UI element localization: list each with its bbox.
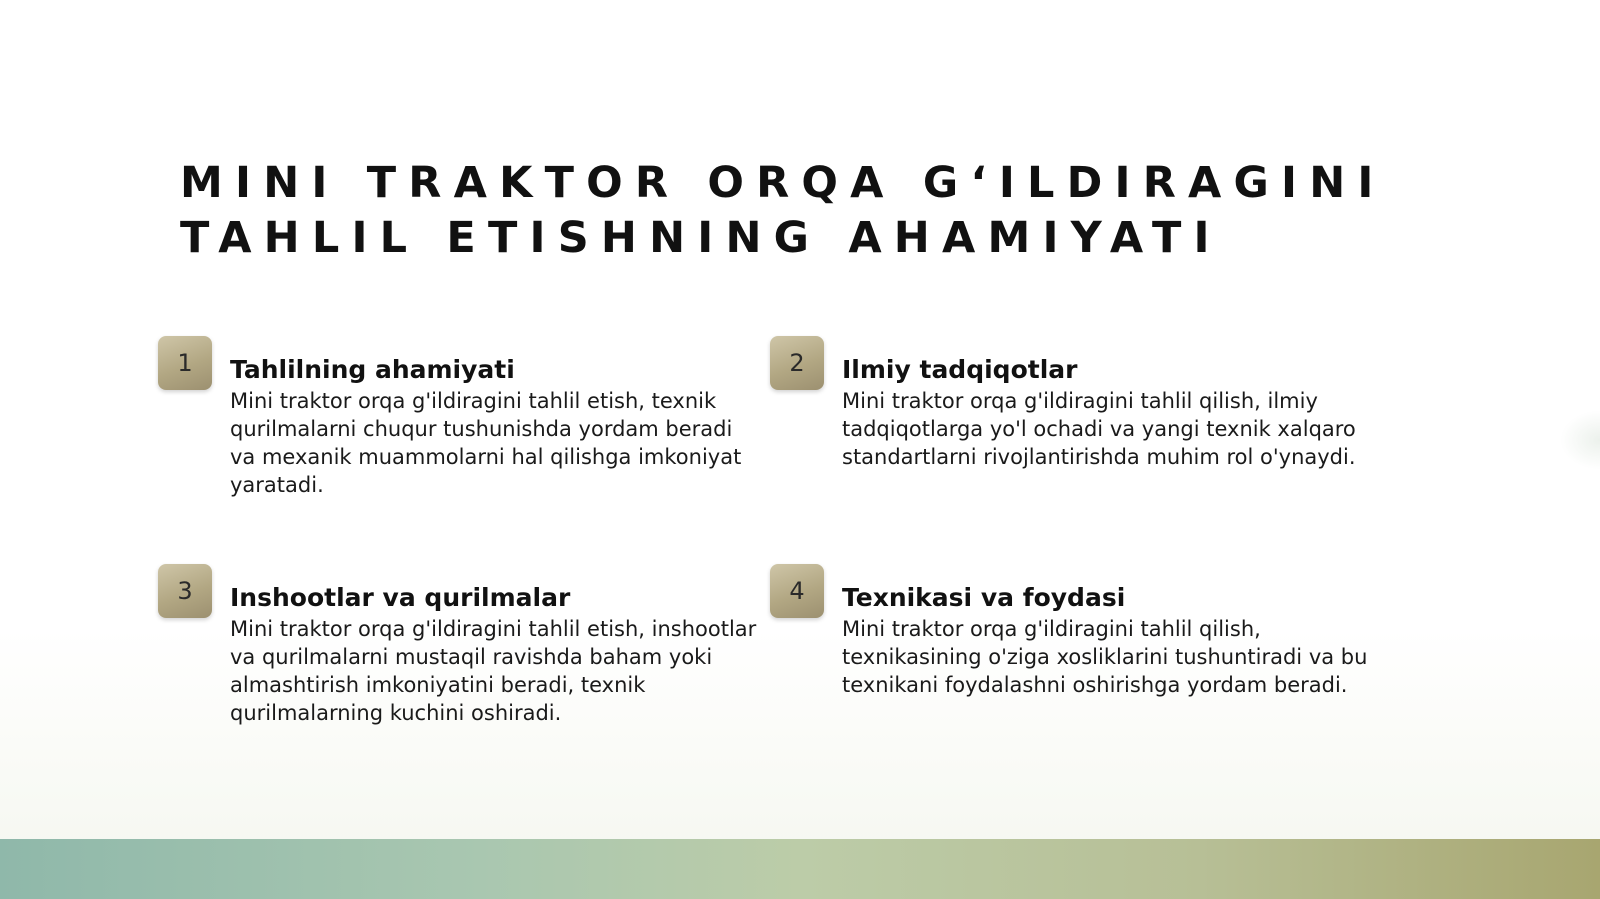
decorative-bottom-band [0,839,1600,899]
item-text: Mini traktor orqa g'ildiragini tahlil qilish, texnikasining o'ziga xosliklarini tushuntiradi va bu texnikani foydalashni oshirishga yordam beradi. [842,617,1368,697]
item-heading: Inshootlar va qurilmalar [230,583,571,612]
decorative-side-mark [1560,410,1600,470]
item-text: Mini traktor orqa g'ildiragini tahlil qilish, ilmiy tadqiqotlarga yo'l ochadi va yangi texnik xalqaro standartlarni rivojlantirishda muhim rol o'ynaydi. [842,389,1356,469]
item-text: Mini traktor orqa g'ildiragini tahlil etish, texnik qurilmalarni chuqur tushunishda yordam beradi va mexanik muammolarni hal qilishga imkoniyat yaratadi. [230,389,742,497]
item-heading: Ilmiy tadqiqotlar [842,355,1078,384]
item-heading: Texnikasi va foydasi [842,583,1126,612]
number-badge: 1 [158,336,212,390]
slide-title: MINI TRAKTOR ORQA G‘ILDIRAGINI TAHLIL ETISHNING AHAMIYATI [180,158,1386,263]
number-badge: 2 [770,336,824,390]
item-heading: Tahlilning ahamiyati [230,355,515,384]
number-badge: 4 [770,564,824,618]
number-badge: 3 [158,564,212,618]
item-text: Mini traktor orqa g'ildiragini tahlil etish, inshootlar va qurilmalarni mustaqil ravishda baham yoki almashtirish imkoniyatini beradi, texnik qurilmalarning kuchini oshiradi. [230,617,757,725]
